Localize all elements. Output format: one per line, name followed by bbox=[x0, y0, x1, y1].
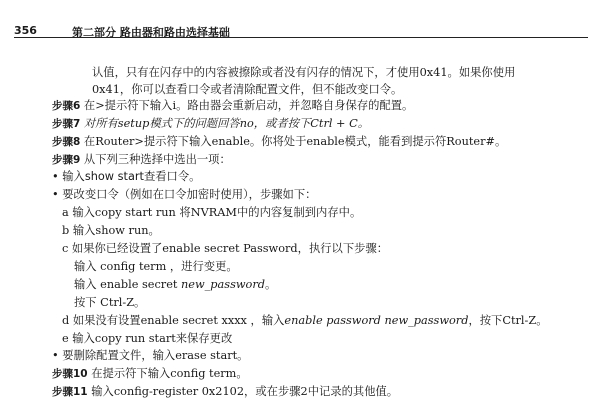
chapter-title: 第二部分 路由器和路由选择基础 bbox=[72, 26, 230, 39]
step-7 bbox=[52, 117, 369, 131]
italic-arg: enable password new_password bbox=[284, 314, 469, 327]
sub-item-e bbox=[62, 332, 232, 346]
step-8 bbox=[52, 135, 506, 149]
step-label: 步骤7 bbox=[52, 118, 81, 130]
step-9 bbox=[52, 153, 231, 167]
line-text: • 要删除配置文件，输入erase start。 bbox=[52, 349, 249, 362]
sub-step-line bbox=[74, 260, 238, 274]
step-10 bbox=[52, 367, 248, 381]
sub-item-b bbox=[62, 224, 160, 238]
step-label: 步骤8 bbox=[52, 136, 81, 148]
paragraph-line bbox=[92, 83, 402, 97]
step-label: 步骤9 bbox=[52, 154, 81, 166]
header-rule bbox=[14, 37, 588, 38]
page-number: 356 bbox=[14, 24, 37, 37]
sub-item-d bbox=[62, 314, 548, 328]
sub-step-line bbox=[74, 278, 276, 292]
italic-arg: new_password bbox=[181, 278, 265, 291]
sub-item-a bbox=[62, 206, 361, 220]
step-11 bbox=[52, 385, 398, 399]
bullet-item bbox=[52, 349, 248, 363]
step-text: 在>提示符下输入i。路由器会重新启动，并忽略自身保存的配置。 bbox=[83, 99, 414, 112]
step-6 bbox=[52, 99, 413, 113]
line-text: a 输入copy start run 将NVRAM中的内容复制到内存中。 bbox=[62, 206, 362, 219]
sub-item-c bbox=[62, 242, 388, 256]
bullet-item bbox=[52, 188, 316, 202]
bullet-item bbox=[52, 170, 200, 184]
line-text: 0x41，你可以查看口令或者清除配置文件，但不能改变口令。 bbox=[92, 83, 403, 96]
line-text: • 要改变口令（例如在口令加密时使用），步骤如下： bbox=[52, 188, 317, 201]
step-text: 对所有setup模式下的问题回答no，或者按下Ctrl + C。 bbox=[83, 117, 370, 130]
line-text: c 如果你已经设置了enable secret Password，执行以下步骤： bbox=[62, 242, 389, 255]
step-label: 步骤6 bbox=[52, 100, 81, 112]
paragraph-line bbox=[92, 66, 515, 80]
step-text: 从下列三种选择中选出一项： bbox=[83, 153, 231, 166]
step-label: 步骤11 bbox=[52, 386, 88, 398]
line-text: 。 bbox=[264, 278, 277, 291]
line-text: 输入 enable secret bbox=[74, 278, 182, 291]
line-text: b 输入show run。 bbox=[62, 224, 160, 237]
step-text: 在提示符下输入config term。 bbox=[91, 367, 248, 380]
line-text: • 输入show start查看口令。 bbox=[52, 170, 201, 183]
step-label: 步骤10 bbox=[52, 368, 88, 380]
line-text: e 输入copy run start来保存更改 bbox=[62, 332, 233, 345]
sub-step-line bbox=[74, 296, 145, 310]
line-text: 输入 config term ，进行变更。 bbox=[74, 260, 238, 273]
line-text: 按下 Ctrl-Z。 bbox=[74, 296, 146, 309]
step-text: 在Router>提示符下输入enable。你将处于enable模式，能看到提示符Router#。 bbox=[83, 135, 507, 148]
line-text: ，按下Ctrl-Z。 bbox=[468, 314, 548, 327]
line-text: 认值，只有在闪存中的内容被擦除或者没有闪存的情况下，才使用0x41。如果你使用 bbox=[92, 66, 516, 79]
step-text: 输入config-register 0x2102，或在步骤2中记录的其他值。 bbox=[91, 385, 399, 398]
line-text: d 如果没有设置enable secret xxxx ，输入 bbox=[62, 314, 285, 327]
